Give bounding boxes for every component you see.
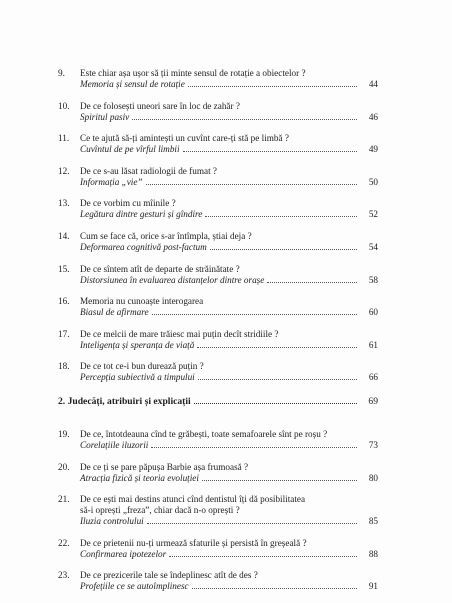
toc-entry [58,231,378,264]
toc-entry-question: De ce folosești uneori sare în loc de zahăr ? [80,100,240,111]
toc-entry-page-number: 44 [368,79,378,89]
toc-entry [58,538,378,571]
toc-entry-number: 14. [58,230,70,241]
toc-entry-subtitle: Corelațiile iluzorii [80,439,149,450]
toc-entry-question-line [58,166,378,177]
toc-entry-subtitle-row [58,307,378,318]
toc-entry-subtitle: Confirmarea ipotezelor [80,548,167,559]
toc-entry-subtitle-row [58,440,378,451]
toc-entry [58,133,378,166]
section-title: 2. Judecăți, atribuiri și explicații [58,395,191,407]
toc-entry-question-line [58,133,378,144]
toc-entry-question: Ce te ajută să-ți amintești un cuvînt care-ți stă pe limbă ? [80,133,289,144]
toc-entry-question: să-i oprești „freza”, chiar dacă n-o oprești ? [80,505,240,516]
toc-entry-page-number: 58 [368,274,378,285]
toc-entry-subtitle-row [58,581,378,592]
table-of-contents [58,68,378,603]
toc-entry-page-number: 88 [368,548,378,559]
toc-entry-number: 15. [58,263,70,274]
toc-entry [58,166,378,199]
toc-entry-question: De ce melcii de mare trăiesc mai puțin decît stridiile ? [80,328,279,339]
toc-entry-number: 20. [58,461,70,472]
toc-entry-question: De ce ți se pare păpușa Barbie așa frumoasă ? [80,461,249,472]
toc-entry-page-number: 54 [368,241,378,252]
toc-entry-question: De ce sîntem atît de departe de străinătate ? [80,263,240,274]
toc-entry-number: 16. [58,296,70,307]
toc-entry-question-line [58,505,378,516]
toc-entry-question: De ce s-au lăsat radiologii de fumat ? [80,165,217,176]
toc-entry-subtitle: Informația „vie” [80,176,143,187]
toc-entry-question: De ce prezicerile tale se îndeplinesc atît de des ? [80,570,258,581]
toc-entry-question-line [58,296,378,307]
dot-leader [267,275,357,283]
toc-entry-subtitle-row [58,340,378,351]
toc-entry-subtitle: Cuvîntul de pe vîrful limbii [80,144,180,155]
toc-entry-subtitle-row [58,549,378,560]
toc-list-chapter-2 [58,429,378,603]
toc-entry-question-line [58,361,378,372]
dot-leader [205,209,357,217]
toc-entry-number: 23. [58,570,70,581]
toc-entry-number: 17. [58,328,70,339]
toc-entry [58,101,378,134]
toc-entry-number: 13. [58,198,70,209]
dot-leader [169,549,357,557]
toc-entry-subtitle-row [58,242,378,253]
toc-entry [58,296,378,329]
dot-leader [202,473,357,481]
toc-entry-question: Este chiar așa ușor să ții minte sensul de rotație a obiectelor ? [80,68,306,78]
toc-entry-question: Memoria nu cunoaște interogarea [80,296,204,307]
dot-leader [197,340,357,348]
toc-entry-question-line [58,231,378,242]
toc-entry-page-number: 52 [368,209,378,220]
toc-entry-subtitle-row [58,516,378,527]
dot-leader [192,581,357,589]
toc-entry-subtitle-row [58,473,378,484]
toc-entry-question-line [58,462,378,473]
toc-entry-subtitle-row [58,112,378,123]
toc-entry-question: Cum se face că, orice s-ar întîmpla, știai deja ? [80,230,252,241]
toc-entry-page-number: 80 [368,472,378,483]
toc-entry-question-line [58,101,378,112]
dot-leader [194,396,357,404]
toc-entry-subtitle-row [58,144,378,155]
toc-entry-page-number: 49 [368,144,378,155]
toc-entry-number: 9. [58,68,65,78]
toc-entry-subtitle: Deformarea cognitivă post-factum [80,241,207,252]
toc-entry [58,361,378,394]
toc-entry-question: De ce vorbim cu mîinile ? [80,198,176,209]
toc-entry-question-line [58,68,378,79]
toc-entry [58,329,378,362]
toc-entry-page-number: 46 [368,111,378,122]
toc-entry [58,429,378,462]
toc-entry-number: 10. [58,100,70,111]
toc-entry-subtitle: Inteligența și speranța de viață [80,339,195,350]
toc-entry-page-number: 50 [368,176,378,187]
toc-entry-subtitle: Spiritul pasiv [80,111,130,122]
dot-leader [183,144,357,152]
toc-entry-question-line [58,570,378,581]
dot-leader [146,177,357,185]
toc-entry-subtitle: Percepția subiectivă a timpului [80,372,195,383]
toc-entry-question-line [58,429,378,440]
toc-entry-page-number: 66 [368,372,378,383]
toc-entry-question: De ce, întotdeauna cînd te grăbești, toate semafoarele sînt pe roșu ? [80,428,328,439]
toc-entry-question: De ce tot ce-i bun durează puțin ? [80,361,204,372]
toc-entry-question-line [58,538,378,549]
toc-entry-question-line [58,494,378,505]
toc-entry-question: De ce ești mai destins atunci cînd dentistul îți dă posibilitatea [80,494,306,505]
dot-leader [210,242,357,250]
toc-entry-subtitle-row [58,209,378,220]
toc-entry-number: 22. [58,537,70,548]
toc-entry-number: 11. [58,133,70,144]
toc-entry [58,462,378,495]
toc-entry-page-number: 61 [368,339,378,350]
toc-entry-page-number: 60 [368,307,378,318]
toc-entry-page-number: 91 [368,581,378,592]
toc-entry-question: De ce prietenii nu-ți urmează sfaturile și persistă în greșeală ? [80,537,307,548]
toc-entry [58,264,378,297]
toc-entry-number: 18. [58,361,70,372]
toc-entry-subtitle: Profețiile ce se autoîmplinesc [80,581,189,592]
toc-entry-question-line [58,198,378,209]
toc-entry-subtitle: Iluzia controlului [80,516,144,527]
toc-entry-page-number: 85 [368,516,378,527]
dot-leader [147,516,357,524]
dot-leader [188,79,357,87]
toc-entry-number: 12. [58,165,70,176]
dot-leader [198,372,357,380]
toc-entry-subtitle-row [58,177,378,188]
toc-entry-subtitle-row [58,275,378,286]
toc-entry [58,570,378,603]
toc-entry-subtitle: Legătura dintre gesturi și gîndire [80,209,203,220]
dot-leader [151,440,357,448]
toc-section-heading [58,394,378,429]
toc-entry-subtitle: Atracția fizică și teoria evoluției [80,472,199,483]
toc-entry-page-number: 73 [368,439,378,450]
toc-entry-number: 19. [58,428,70,439]
section-page-number: 69 [368,395,378,407]
toc-list-chapter-1 [58,68,378,394]
toc-entry-question-line [58,329,378,340]
toc-entry-subtitle-row [58,79,378,90]
toc-entry-subtitle: Memoria și sensul de rotație [80,79,185,89]
toc-entry-subtitle-row [58,372,378,383]
toc-entry-subtitle: Biasul de afirmare [80,307,149,318]
dot-leader [152,307,357,315]
toc-entry-question-line [58,264,378,275]
toc-entry [58,68,378,101]
dot-leader [132,112,357,120]
toc-entry [58,198,378,231]
toc-entry-number: 21. [58,494,70,505]
toc-entry [58,494,378,538]
toc-entry-subtitle: Distorsiunea în evaluarea distanțelor dintre orașe [80,274,265,285]
